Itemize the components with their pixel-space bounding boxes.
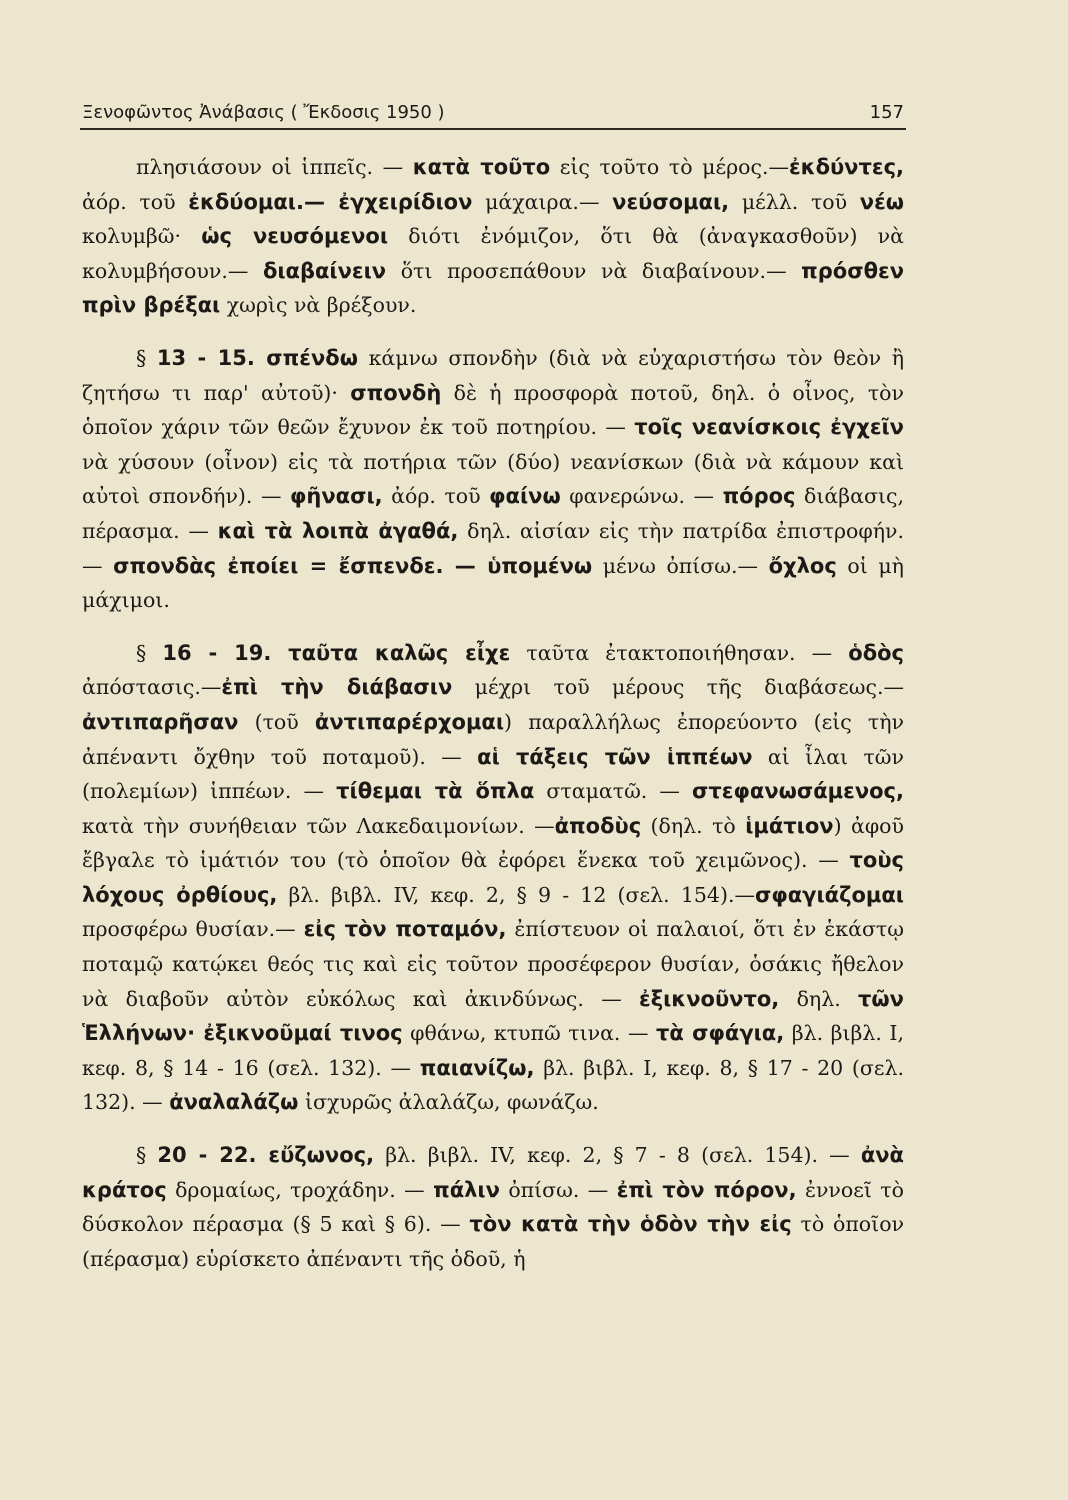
headword: ἐπὶ τὴν διάβασιν [221, 675, 453, 700]
headword: φαίνω [489, 484, 561, 509]
gloss-text: μέλλ. τοῦ [729, 189, 860, 214]
headword: ἀντιπαρῆσαν [82, 709, 239, 734]
headword: ἐπὶ τὸν πόρον, [616, 1177, 797, 1202]
gloss-text: μένω ὀπίσω.— [592, 553, 769, 578]
headword: παιανίζω, [419, 1055, 535, 1080]
headword: ἀποδὺς [554, 813, 642, 838]
gloss-text: τὸ ὁποῖον (πέρασμα) εὑρίσκετο ἀπέναντι τῆς ὁδοῦ, ἡ [82, 1212, 904, 1271]
gloss-text: κολυμβῶ· [82, 224, 202, 249]
gloss-text: ) παραλλήλως ἐπορεύοντο (εἰς τὴν ἀπέναντι ὄχθην τοῦ ποταμοῦ). — [82, 709, 904, 769]
gloss-text: ἀόρ. τοῦ [82, 189, 189, 214]
gloss-text: βλ. βιβλ. IV, κεφ. 2, § 9 - 12 (σελ. 154).— [277, 882, 755, 907]
gloss-text: αἱ ἶλαι τῶν (πολεμίων) ἱππέων. — [82, 744, 904, 804]
gloss-text: ἀόρ. τοῦ [382, 484, 490, 509]
headword: φῆνασι, [290, 484, 383, 509]
gloss-text: σταματῶ. — [534, 779, 693, 804]
gloss-text: φθάνω, κτυπῶ τινα. — [402, 1021, 656, 1046]
gloss-text: (δηλ. τὸ [641, 813, 746, 838]
gloss-text: § [136, 640, 163, 665]
headword: τίθεμαι τὰ ὅπλα [336, 779, 535, 804]
gloss-text: βλ. βιβλ. I, κεφ. 8, § 14 - 16 (σελ. 132). — [82, 1021, 905, 1080]
headword: ὁδὸς [848, 640, 904, 665]
gloss-text: ἐπίστευον οἱ παλαιοί, ὅτι ἐν ἑκάστῳ ποταμῷ κατῴκει θεός τις καὶ εἰς τοῦτον προσέφερον θυσίαν, ὁσάκις ἤθελον νὰ διαβοῦν αὐτὸν εὐκόλως καὶ ἀκινδύνως. — [82, 917, 904, 1011]
gloss-text: πλησιάσουν οἱ ἱππεῖς. — [136, 155, 413, 179]
gloss-text: § [136, 345, 157, 370]
headword: ἐκδύομαι.— ἐγχειρίδιον [188, 189, 473, 214]
headword: καὶ τὰ λοιπὰ ἀγαθά, [217, 518, 459, 543]
headword: 20 - 22. εὔζωνος, [157, 1143, 375, 1168]
headword: πρόσθεν πρὶν βρέξαι [82, 258, 905, 318]
headword: εἰς τὸν ποταμόν, [303, 917, 507, 942]
headword: σπονδὴ [350, 380, 442, 405]
headword: τοὺς λόχους ὀρθίους, [82, 848, 904, 907]
headword: νεύσομαι, [612, 189, 730, 214]
gloss-text: δηλ. [779, 986, 859, 1011]
paragraph-continuation [82, 150, 904, 323]
headword: σφαγιάζομαι [754, 882, 904, 907]
gloss-text: οἱ μὴ μάχιμοι. [82, 553, 904, 613]
gloss-text: διότι ἐνόμιζον, ὅτι θὰ (ἀναγκασθοῦν) νὰ κολυμβήσουν.— [82, 224, 904, 283]
headword: ὡς νευσόμενοι [201, 224, 389, 249]
gloss-text: χωρὶς νὰ βρέξουν. [220, 293, 417, 318]
gloss-text: προσφέρω θυσίαν.— [82, 917, 304, 942]
headword: στεφανωσάμενος, [692, 779, 904, 804]
running-header [82, 102, 904, 123]
commentary-text [82, 150, 904, 1276]
gloss-text: μάχαιρα.— [472, 189, 613, 214]
gloss-text: ) ἀφοῦ ἔβγαλε τὸ ἱμάτιόν του (τὸ ὁποῖον θὰ ἐφόρει ἕνεκα τοῦ χειμῶνος). — [82, 813, 904, 873]
gloss-text: βλ. βιβλ. IV, κεφ. 2, § 7 - 8 (σελ. 154). — [374, 1143, 861, 1168]
paragraph-section-20-22 [82, 1138, 904, 1276]
headword: τὰ σφάγια, [655, 1021, 785, 1046]
header-rule [80, 128, 906, 130]
headword: ἀντιπαρέρχομαι [314, 709, 505, 734]
headword: πάλιν [433, 1177, 500, 1202]
headword: πόρος [722, 484, 796, 509]
headword: ὄχλος [768, 553, 837, 578]
headword: τὸν κατὰ τὴν ὁδὸν τὴν εἰς [469, 1212, 792, 1237]
gloss-text: εἰς τοῦτο τὸ μέρος.— [550, 155, 789, 179]
gloss-text: βλ. βιβλ. I, κεφ. 8, § 17 - 20 (σελ. 132). — [82, 1055, 904, 1115]
paragraph-section-13-15 [82, 341, 904, 618]
gloss-text: ταῦτα ἐτακτοποιήθησαν. — [510, 640, 849, 665]
gloss-text: (τοῦ [238, 709, 315, 734]
headword: ἀναλαλάζω [169, 1090, 299, 1115]
gloss-text: διάβασις, πέρασμα. — [82, 484, 904, 543]
paragraph-section-16-19 [82, 636, 904, 1120]
gloss-text: κάμνω σπονδὴν (διὰ νὰ εὐχαριστήσω τὸν θεὸν ἢ ζητήσω τι παρ' αὐτοῦ)· [82, 345, 904, 405]
gloss-text: μέχρι τοῦ μέρους τῆς διαβάσεως.— [452, 675, 904, 700]
gloss-text: φανερώνω. — [560, 484, 723, 509]
headword: τῶν Ἑλλήνων· ἐξικνοῦμαί τινος [82, 986, 904, 1046]
headword: κατὰ τοῦτο [412, 155, 551, 179]
headword: ἀνὰ κράτος [82, 1143, 904, 1202]
headword: 16 - 19. ταῦτα καλῶς εἶχε [162, 640, 511, 665]
headword: τοῖς νεανίσκοις ἐγχεῖν [634, 415, 904, 440]
headword: ἐξικνοῦντο, [639, 986, 780, 1011]
gloss-text: ἰσχυρῶς ἀλαλάζω, φωνάζω. [298, 1090, 599, 1115]
gloss-text: § [136, 1143, 158, 1168]
gloss-text: δὲ ἡ προσφορὰ ποτοῦ, δηλ. ὁ οἶνος, τὸν ὁποῖον χάριν τῶν θεῶν ἔχυνον ἐκ τοῦ ποτηρίου. — [82, 380, 904, 440]
gloss-text: ἀπόστασις.— [82, 675, 222, 700]
headword: διαβαίνειν [262, 258, 387, 283]
headword: ἐκδύντες, [788, 155, 905, 179]
page-number: 157 [869, 102, 904, 123]
headword: ἱμάτιον [745, 813, 834, 838]
gloss-text: ὅτι προσεπάθουν νὰ διαβαίνουν.— [386, 258, 802, 283]
running-title: Ξενοφῶντος Ἀνάβασις ( Ἔκδοσις 1950 ) [82, 102, 445, 123]
gloss-text: δηλ. αἰσίαν εἰς τὴν πατρίδα ἐπιστροφήν. — [82, 518, 904, 578]
headword: αἱ τάξεις τῶν ἱππέων [477, 744, 753, 769]
gloss-text: κατὰ τὴν συνήθειαν τῶν Λακεδαιμονίων. — [82, 813, 555, 838]
gloss-text: δρομαίως, τροχάδην. — [166, 1177, 434, 1202]
headword: νέω [859, 189, 905, 214]
headword: 13 - 15. σπένδω [156, 345, 358, 370]
headword: σπονδὰς ἐποίει = ἔσπενδε. — ὑπομένω [113, 553, 593, 578]
gloss-text: ὀπίσω. — [499, 1177, 617, 1202]
gloss-text: νὰ χύσουν (οἶνον) εἰς τὰ ποτήρια τῶν (δύο) νεανίσκων (διὰ νὰ κάμουν καὶ αὐτοὶ σπονδήν). — [82, 449, 904, 509]
gloss-text: ἐννοεῖ τὸ δύσκολον πέρασμα (§ 5 καὶ § 6). — [82, 1177, 904, 1237]
